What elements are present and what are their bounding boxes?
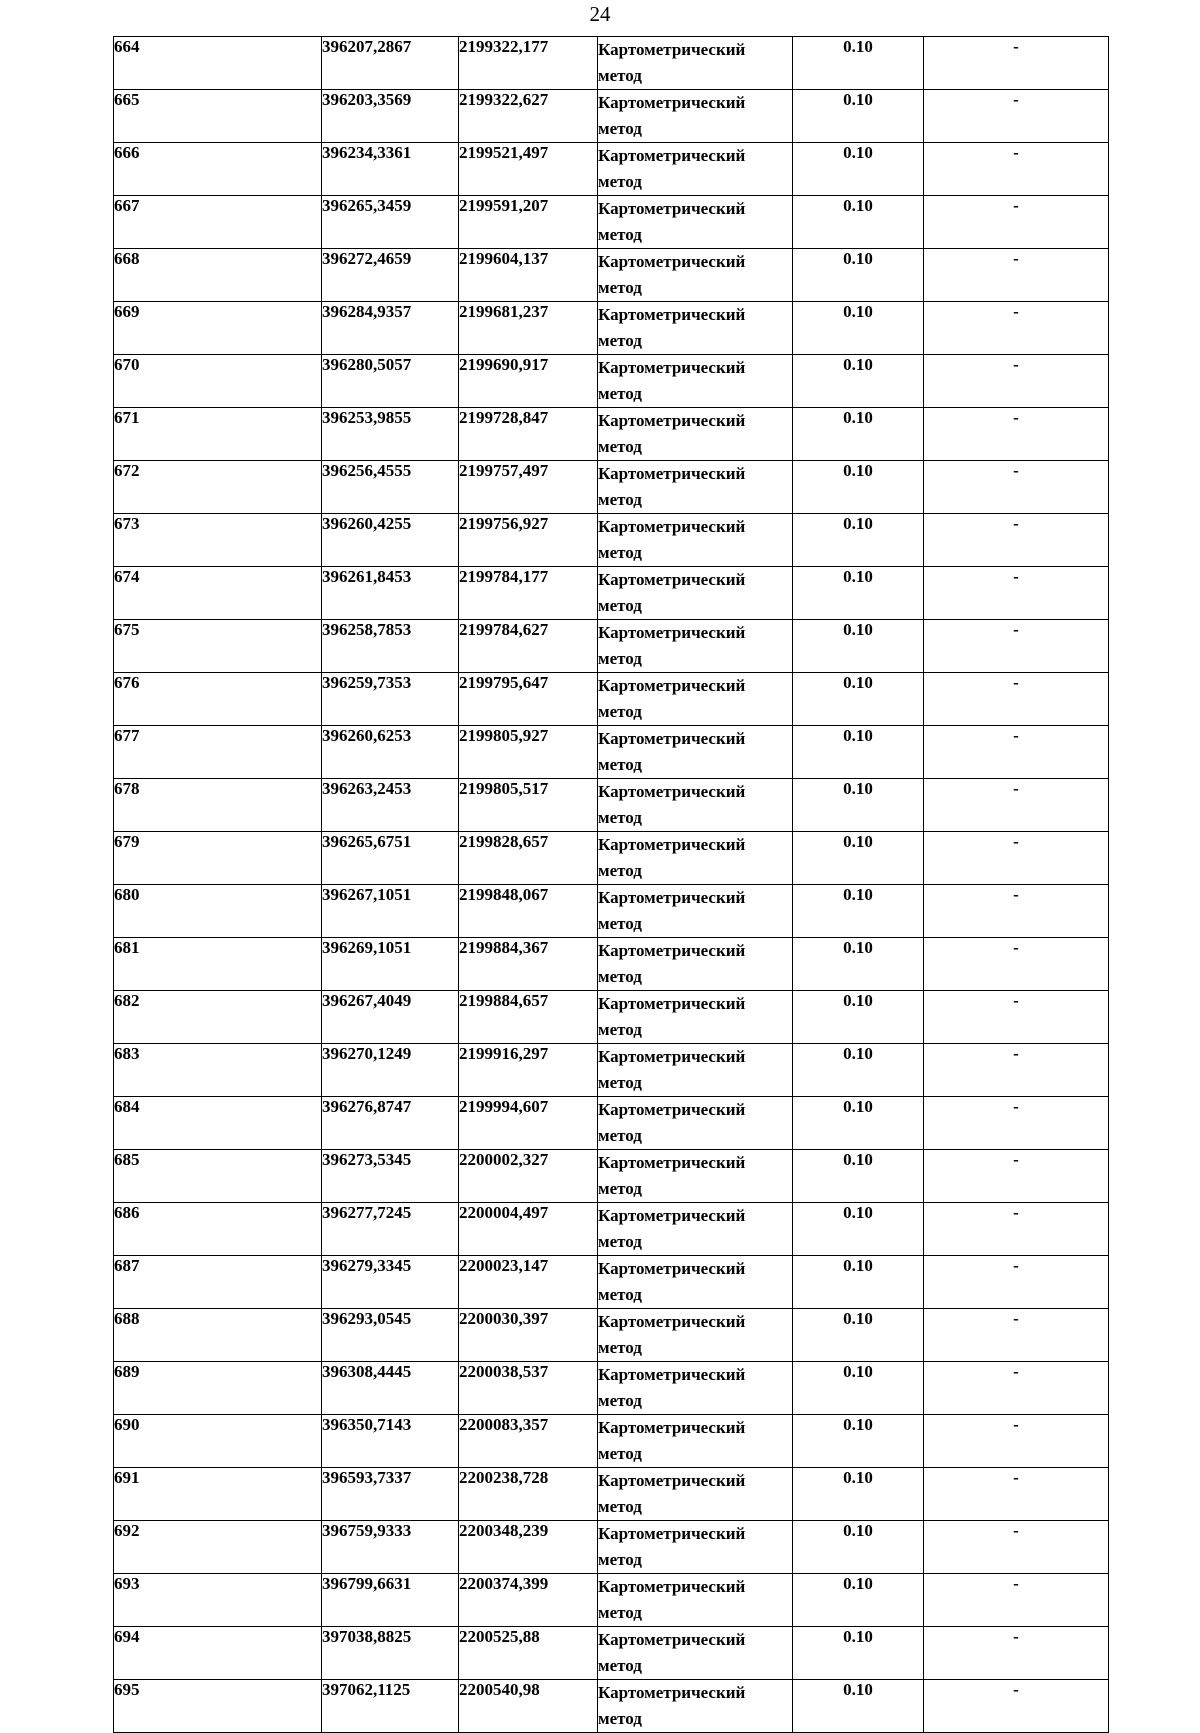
accuracy-cell: 0.10 — [793, 779, 924, 832]
method-cell — [598, 885, 793, 938]
table-row — [114, 514, 1109, 567]
dash-cell: - — [924, 1415, 1109, 1468]
y-coordinate-cell: 2200540,98 — [459, 1680, 598, 1733]
method-line-1: Картометрический — [598, 1100, 746, 1119]
dash-cell: - — [924, 885, 1109, 938]
method-line-1: Картометрический — [598, 411, 746, 430]
x-coordinate-cell: 396256,4555 — [322, 461, 459, 514]
method-cell — [598, 1415, 793, 1468]
method-cell — [598, 938, 793, 991]
method-line-1: Картометрический — [598, 676, 746, 695]
x-coordinate-cell: 396267,4049 — [322, 991, 459, 1044]
dash-cell: - — [924, 1680, 1109, 1733]
accuracy-cell: 0.10 — [793, 567, 924, 620]
x-coordinate-cell: 396799,6631 — [322, 1574, 459, 1627]
table-row — [114, 461, 1109, 514]
y-coordinate-cell: 2200374,399 — [459, 1574, 598, 1627]
y-coordinate-cell: 2199994,607 — [459, 1097, 598, 1150]
method-line-2: метод — [598, 702, 642, 721]
method-cell — [598, 1044, 793, 1097]
method-line-2: метод — [598, 1179, 642, 1198]
accuracy-cell: 0.10 — [793, 514, 924, 567]
y-coordinate-cell: 2199728,847 — [459, 408, 598, 461]
y-coordinate-cell: 2200004,497 — [459, 1203, 598, 1256]
x-coordinate-cell: 397062,1125 — [322, 1680, 459, 1733]
method-cell — [598, 1097, 793, 1150]
method-cell — [598, 408, 793, 461]
x-coordinate-cell: 396350,7143 — [322, 1415, 459, 1468]
accuracy-cell: 0.10 — [793, 302, 924, 355]
x-coordinate-cell: 397038,8825 — [322, 1627, 459, 1680]
dash-cell: - — [924, 567, 1109, 620]
method-line-2: метод — [598, 755, 642, 774]
table-row — [114, 249, 1109, 302]
point-number-cell: 666 — [114, 143, 322, 196]
point-number-cell: 672 — [114, 461, 322, 514]
method-line-2: метод — [598, 331, 642, 350]
x-coordinate-cell: 396308,4445 — [322, 1362, 459, 1415]
method-line-1: Картометрический — [598, 570, 746, 589]
y-coordinate-cell: 2199784,177 — [459, 567, 598, 620]
dash-cell: - — [924, 1044, 1109, 1097]
dash-cell: - — [924, 37, 1109, 90]
method-line-1: Картометрический — [598, 1418, 746, 1437]
table-row — [114, 1097, 1109, 1150]
method-cell — [598, 1309, 793, 1362]
table-row — [114, 355, 1109, 408]
point-number-cell: 680 — [114, 885, 322, 938]
point-number-cell: 678 — [114, 779, 322, 832]
table-row — [114, 37, 1109, 90]
x-coordinate-cell: 396267,1051 — [322, 885, 459, 938]
y-coordinate-cell: 2199604,137 — [459, 249, 598, 302]
method-line-2: метод — [598, 1550, 642, 1569]
dash-cell: - — [924, 832, 1109, 885]
method-line-2: метод — [598, 1020, 642, 1039]
accuracy-cell: 0.10 — [793, 90, 924, 143]
y-coordinate-cell: 2199681,237 — [459, 302, 598, 355]
x-coordinate-cell: 396253,9855 — [322, 408, 459, 461]
accuracy-cell: 0.10 — [793, 1256, 924, 1309]
method-line-1: Картометрический — [598, 1683, 746, 1702]
method-line-1: Картометрический — [598, 358, 746, 377]
method-line-1: Картометрический — [598, 1259, 746, 1278]
method-line-2: метод — [598, 1338, 642, 1357]
point-number-cell: 670 — [114, 355, 322, 408]
dash-cell: - — [924, 726, 1109, 779]
method-line-1: Картометрический — [598, 93, 746, 112]
method-line-2: метод — [598, 225, 642, 244]
dash-cell: - — [924, 673, 1109, 726]
method-line-2: метод — [598, 119, 642, 138]
dash-cell: - — [924, 514, 1109, 567]
point-number-cell: 684 — [114, 1097, 322, 1150]
accuracy-cell: 0.10 — [793, 461, 924, 514]
dash-cell: - — [924, 1150, 1109, 1203]
y-coordinate-cell: 2199757,497 — [459, 461, 598, 514]
accuracy-cell: 0.10 — [793, 1680, 924, 1733]
point-number-cell: 682 — [114, 991, 322, 1044]
method-cell — [598, 1256, 793, 1309]
accuracy-cell: 0.10 — [793, 620, 924, 673]
point-number-cell: 692 — [114, 1521, 322, 1574]
x-coordinate-cell: 396260,4255 — [322, 514, 459, 567]
method-line-1: Картометрический — [598, 1206, 746, 1225]
point-number-cell: 674 — [114, 567, 322, 620]
method-cell — [598, 1574, 793, 1627]
dash-cell: - — [924, 249, 1109, 302]
dash-cell: - — [924, 1521, 1109, 1574]
y-coordinate-cell: 2200002,327 — [459, 1150, 598, 1203]
method-cell — [598, 620, 793, 673]
method-line-2: метод — [598, 1603, 642, 1622]
table-row — [114, 673, 1109, 726]
method-line-2: метод — [598, 490, 642, 509]
x-coordinate-cell: 396593,7337 — [322, 1468, 459, 1521]
table-row — [114, 991, 1109, 1044]
accuracy-cell: 0.10 — [793, 1521, 924, 1574]
method-cell — [598, 832, 793, 885]
accuracy-cell: 0.10 — [793, 1044, 924, 1097]
dash-cell: - — [924, 779, 1109, 832]
y-coordinate-cell: 2199591,207 — [459, 196, 598, 249]
point-number-cell: 665 — [114, 90, 322, 143]
accuracy-cell: 0.10 — [793, 249, 924, 302]
method-cell — [598, 196, 793, 249]
point-number-cell: 681 — [114, 938, 322, 991]
x-coordinate-cell: 396273,5345 — [322, 1150, 459, 1203]
table-row — [114, 1415, 1109, 1468]
y-coordinate-cell: 2199521,497 — [459, 143, 598, 196]
method-cell — [598, 991, 793, 1044]
method-line-1: Картометрический — [598, 1471, 746, 1490]
method-line-1: Картометрический — [598, 252, 746, 271]
accuracy-cell: 0.10 — [793, 991, 924, 1044]
method-cell — [598, 302, 793, 355]
dash-cell: - — [924, 620, 1109, 673]
point-number-cell: 693 — [114, 1574, 322, 1627]
method-cell — [598, 1150, 793, 1203]
dash-cell: - — [924, 461, 1109, 514]
x-coordinate-cell: 396280,5057 — [322, 355, 459, 408]
y-coordinate-cell: 2199756,927 — [459, 514, 598, 567]
accuracy-cell: 0.10 — [793, 1150, 924, 1203]
x-coordinate-cell: 396284,9357 — [322, 302, 459, 355]
accuracy-cell: 0.10 — [793, 1468, 924, 1521]
method-cell — [598, 355, 793, 408]
dash-cell: - — [924, 1309, 1109, 1362]
table-row — [114, 302, 1109, 355]
y-coordinate-cell: 2199884,367 — [459, 938, 598, 991]
accuracy-cell: 0.10 — [793, 1362, 924, 1415]
dash-cell: - — [924, 1468, 1109, 1521]
method-cell — [598, 567, 793, 620]
dash-cell: - — [924, 1256, 1109, 1309]
accuracy-cell: 0.10 — [793, 673, 924, 726]
point-number-cell: 691 — [114, 1468, 322, 1521]
table-row — [114, 832, 1109, 885]
x-coordinate-cell: 396293,0545 — [322, 1309, 459, 1362]
point-number-cell: 694 — [114, 1627, 322, 1680]
y-coordinate-cell: 2200348,239 — [459, 1521, 598, 1574]
method-line-2: метод — [598, 596, 642, 615]
method-line-1: Картометрический — [598, 782, 746, 801]
point-number-cell: 686 — [114, 1203, 322, 1256]
method-line-2: метод — [598, 808, 642, 827]
method-line-1: Картометрический — [598, 517, 746, 536]
dash-cell: - — [924, 1362, 1109, 1415]
point-number-cell: 695 — [114, 1680, 322, 1733]
table-row — [114, 1468, 1109, 1521]
point-number-cell: 669 — [114, 302, 322, 355]
dash-cell: - — [924, 355, 1109, 408]
point-number-cell: 685 — [114, 1150, 322, 1203]
y-coordinate-cell: 2200238,728 — [459, 1468, 598, 1521]
y-coordinate-cell: 2200038,537 — [459, 1362, 598, 1415]
method-line-1: Картометрический — [598, 1365, 746, 1384]
x-coordinate-cell: 396272,4659 — [322, 249, 459, 302]
y-coordinate-cell: 2199322,177 — [459, 37, 598, 90]
point-number-cell: 683 — [114, 1044, 322, 1097]
dash-cell: - — [924, 1627, 1109, 1680]
method-line-2: метод — [598, 278, 642, 297]
y-coordinate-cell: 2199690,917 — [459, 355, 598, 408]
table-row — [114, 1627, 1109, 1680]
table-row — [114, 1680, 1109, 1733]
x-coordinate-cell: 396265,6751 — [322, 832, 459, 885]
method-line-1: Картометрический — [598, 199, 746, 218]
accuracy-cell: 0.10 — [793, 196, 924, 249]
method-line-1: Картометрический — [598, 305, 746, 324]
method-line-2: метод — [598, 1073, 642, 1092]
method-cell — [598, 143, 793, 196]
method-line-1: Картометрический — [598, 835, 746, 854]
method-line-2: метод — [598, 967, 642, 986]
x-coordinate-cell: 396263,2453 — [322, 779, 459, 832]
x-coordinate-cell: 396269,1051 — [322, 938, 459, 991]
point-number-cell: 676 — [114, 673, 322, 726]
table-body — [114, 37, 1109, 1733]
table-row — [114, 90, 1109, 143]
point-number-cell: 667 — [114, 196, 322, 249]
accuracy-cell: 0.10 — [793, 1203, 924, 1256]
table-row — [114, 1574, 1109, 1627]
method-line-2: метод — [598, 384, 642, 403]
y-coordinate-cell: 2200525,88 — [459, 1627, 598, 1680]
table-row — [114, 1256, 1109, 1309]
x-coordinate-cell: 396279,3345 — [322, 1256, 459, 1309]
accuracy-cell: 0.10 — [793, 885, 924, 938]
x-coordinate-cell: 396270,1249 — [322, 1044, 459, 1097]
dash-cell: - — [924, 991, 1109, 1044]
y-coordinate-cell: 2199916,297 — [459, 1044, 598, 1097]
point-number-cell: 668 — [114, 249, 322, 302]
dash-cell: - — [924, 143, 1109, 196]
y-coordinate-cell: 2199848,067 — [459, 885, 598, 938]
x-coordinate-cell: 396260,6253 — [322, 726, 459, 779]
x-coordinate-cell: 396259,7353 — [322, 673, 459, 726]
table-row — [114, 1203, 1109, 1256]
y-coordinate-cell: 2199322,627 — [459, 90, 598, 143]
point-number-cell: 689 — [114, 1362, 322, 1415]
method-line-1: Картометрический — [598, 729, 746, 748]
method-line-1: Картометрический — [598, 623, 746, 642]
x-coordinate-cell: 396258,7853 — [322, 620, 459, 673]
method-cell — [598, 90, 793, 143]
dash-cell: - — [924, 90, 1109, 143]
point-number-cell: 673 — [114, 514, 322, 567]
method-cell — [598, 1521, 793, 1574]
accuracy-cell: 0.10 — [793, 1627, 924, 1680]
table-row — [114, 1521, 1109, 1574]
accuracy-cell: 0.10 — [793, 726, 924, 779]
method-line-1: Картометрический — [598, 146, 746, 165]
x-coordinate-cell: 396234,3361 — [322, 143, 459, 196]
x-coordinate-cell: 396276,8747 — [322, 1097, 459, 1150]
point-number-cell: 675 — [114, 620, 322, 673]
method-cell — [598, 673, 793, 726]
method-cell — [598, 1627, 793, 1680]
method-line-2: метод — [598, 437, 642, 456]
point-number-cell: 687 — [114, 1256, 322, 1309]
method-cell — [598, 779, 793, 832]
y-coordinate-cell: 2199784,627 — [459, 620, 598, 673]
dash-cell: - — [924, 1574, 1109, 1627]
table-row — [114, 408, 1109, 461]
method-line-1: Картометрический — [598, 40, 746, 59]
table-row — [114, 1044, 1109, 1097]
method-line-2: метод — [598, 1285, 642, 1304]
method-line-2: метод — [598, 1391, 642, 1410]
method-line-1: Картометрический — [598, 888, 746, 907]
table-row — [114, 938, 1109, 991]
y-coordinate-cell: 2199828,657 — [459, 832, 598, 885]
method-line-1: Картометрический — [598, 1047, 746, 1066]
method-cell — [598, 37, 793, 90]
method-line-1: Картометрический — [598, 1577, 746, 1596]
method-line-2: метод — [598, 914, 642, 933]
accuracy-cell: 0.10 — [793, 1574, 924, 1627]
method-cell — [598, 514, 793, 567]
table-row — [114, 620, 1109, 673]
dash-cell: - — [924, 408, 1109, 461]
table-row — [114, 196, 1109, 249]
method-cell — [598, 1203, 793, 1256]
method-line-2: метод — [598, 543, 642, 562]
method-line-2: метод — [598, 1497, 642, 1516]
accuracy-cell: 0.10 — [793, 1415, 924, 1468]
x-coordinate-cell: 396203,3569 — [322, 90, 459, 143]
method-line-1: Картометрический — [598, 994, 746, 1013]
method-line-2: метод — [598, 649, 642, 668]
point-number-cell: 690 — [114, 1415, 322, 1468]
y-coordinate-cell: 2200023,147 — [459, 1256, 598, 1309]
y-coordinate-cell: 2200083,357 — [459, 1415, 598, 1468]
x-coordinate-cell: 396277,7245 — [322, 1203, 459, 1256]
accuracy-cell: 0.10 — [793, 37, 924, 90]
accuracy-cell: 0.10 — [793, 832, 924, 885]
point-number-cell: 688 — [114, 1309, 322, 1362]
x-coordinate-cell: 396261,8453 — [322, 567, 459, 620]
accuracy-cell: 0.10 — [793, 1309, 924, 1362]
accuracy-cell: 0.10 — [793, 408, 924, 461]
table-row — [114, 1362, 1109, 1415]
method-line-1: Картометрический — [598, 1312, 746, 1331]
method-cell — [598, 1680, 793, 1733]
method-line-2: метод — [598, 1656, 642, 1675]
coordinates-table — [113, 36, 1109, 1733]
dash-cell: - — [924, 196, 1109, 249]
table-row — [114, 885, 1109, 938]
y-coordinate-cell: 2199795,647 — [459, 673, 598, 726]
point-number-cell: 677 — [114, 726, 322, 779]
accuracy-cell: 0.10 — [793, 355, 924, 408]
method-line-2: метод — [598, 861, 642, 880]
table-row — [114, 567, 1109, 620]
point-number-cell: 671 — [114, 408, 322, 461]
y-coordinate-cell: 2200030,397 — [459, 1309, 598, 1362]
x-coordinate-cell: 396207,2867 — [322, 37, 459, 90]
point-number-cell: 679 — [114, 832, 322, 885]
accuracy-cell: 0.10 — [793, 938, 924, 991]
method-line-2: метод — [598, 1709, 642, 1728]
x-coordinate-cell: 396759,9333 — [322, 1521, 459, 1574]
method-line-1: Картометрический — [598, 1630, 746, 1649]
method-line-2: метод — [598, 1232, 642, 1251]
method-cell — [598, 461, 793, 514]
method-cell — [598, 726, 793, 779]
dash-cell: - — [924, 1097, 1109, 1150]
accuracy-cell: 0.10 — [793, 1097, 924, 1150]
method-line-2: метод — [598, 1444, 642, 1463]
method-line-2: метод — [598, 1126, 642, 1145]
table-row — [114, 779, 1109, 832]
table-row — [114, 726, 1109, 779]
dash-cell: - — [924, 302, 1109, 355]
dash-cell: - — [924, 1203, 1109, 1256]
method-line-1: Картометрический — [598, 464, 746, 483]
y-coordinate-cell: 2199805,927 — [459, 726, 598, 779]
y-coordinate-cell: 2199884,657 — [459, 991, 598, 1044]
method-cell — [598, 1468, 793, 1521]
method-line-2: метод — [598, 172, 642, 191]
table-row — [114, 143, 1109, 196]
method-line-1: Картометрический — [598, 1524, 746, 1543]
table-row — [114, 1309, 1109, 1362]
method-cell — [598, 1362, 793, 1415]
method-line-2: метод — [598, 66, 642, 85]
method-line-1: Картометрический — [598, 1153, 746, 1172]
dash-cell: - — [924, 938, 1109, 991]
page-number: 24 — [589, 2, 611, 26]
y-coordinate-cell: 2199805,517 — [459, 779, 598, 832]
method-line-1: Картометрический — [598, 941, 746, 960]
accuracy-cell: 0.10 — [793, 143, 924, 196]
method-cell — [598, 249, 793, 302]
table-row — [114, 1150, 1109, 1203]
x-coordinate-cell: 396265,3459 — [322, 196, 459, 249]
point-number-cell: 664 — [114, 37, 322, 90]
